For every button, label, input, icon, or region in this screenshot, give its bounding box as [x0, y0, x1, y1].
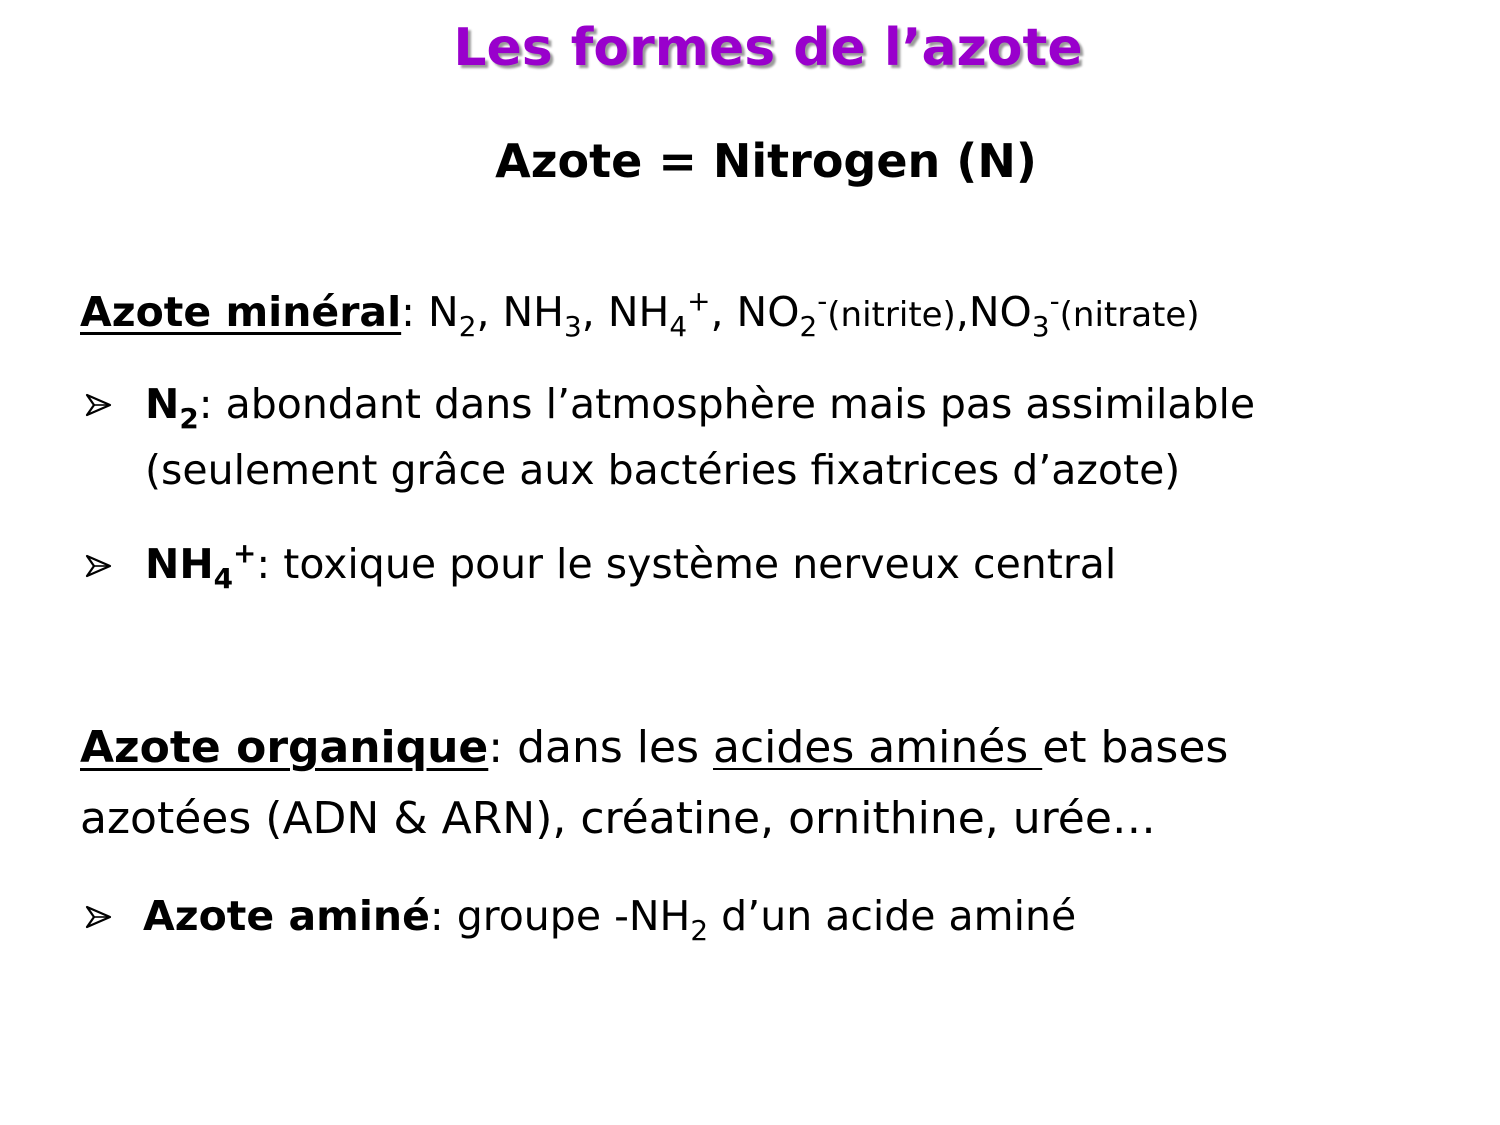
slide-subtitle: Azote = Nitrogen (N) [495, 134, 1037, 188]
bullet-amine-term: Azote aminé [143, 892, 430, 940]
formula-n2: $N_2$ [428, 288, 477, 343]
bullet-nh4-text: : toxique pour le système nerveux central [256, 540, 1117, 588]
bullet-amine-sub: 2 [690, 913, 709, 947]
mineral-colon: : [401, 288, 429, 336]
separator: , [710, 288, 737, 336]
formula-nh3: $NH_3$ [502, 288, 582, 343]
organic-line2: azotées (ADN & ARN), créatine, ornithine, urée… [80, 793, 1156, 844]
slide-title: Les formes de l’azote [453, 18, 1083, 78]
organic-text-b: et bases [1042, 722, 1229, 773]
separator: , [581, 288, 608, 336]
bullet-nh4-line [145, 536, 1117, 595]
organic-heading: Azote organique [80, 722, 489, 773]
separator: , [955, 288, 969, 336]
bullet-n2-line2: (seulement grâce aux bactéries fixatrices d’azote) [145, 446, 1181, 494]
bullet-n2-line1 [145, 380, 1256, 435]
organic-underlined-text: acides aminés [713, 722, 1043, 773]
nitrite-label: (nitrite) [827, 295, 956, 335]
arrow-bullet-icon [84, 902, 114, 940]
organic-text-a: : dans les [488, 722, 713, 773]
bullet-amine-text-a: : groupe -NH [429, 892, 691, 940]
nitrate-label: (nitrate) [1059, 295, 1200, 335]
organic-line1 [80, 722, 1228, 775]
arrow-bullet-icon [84, 390, 114, 428]
formula-nh4: $NH_4^+$ [607, 284, 711, 343]
mineral-line [80, 284, 1200, 343]
bullet-n2-text: : abondant dans l’atmosphère mais pas assimilable [198, 380, 1256, 428]
bullet-amine-text-b: d’un acide aminé [708, 892, 1077, 940]
bullet-n2-term: $N_2$ [145, 380, 199, 435]
formula-no3: $NO_3^-(nitrate)$ [968, 284, 1200, 343]
bullet-nh4-term: $NH_4^+$ [145, 536, 257, 595]
separator: , [476, 288, 503, 336]
bullet-amine-line [143, 892, 1077, 947]
formula-no2: $NO_2^-(nitrite)$ [736, 284, 956, 343]
arrow-bullet-icon [84, 551, 114, 589]
mineral-heading: Azote minéral [80, 288, 402, 336]
